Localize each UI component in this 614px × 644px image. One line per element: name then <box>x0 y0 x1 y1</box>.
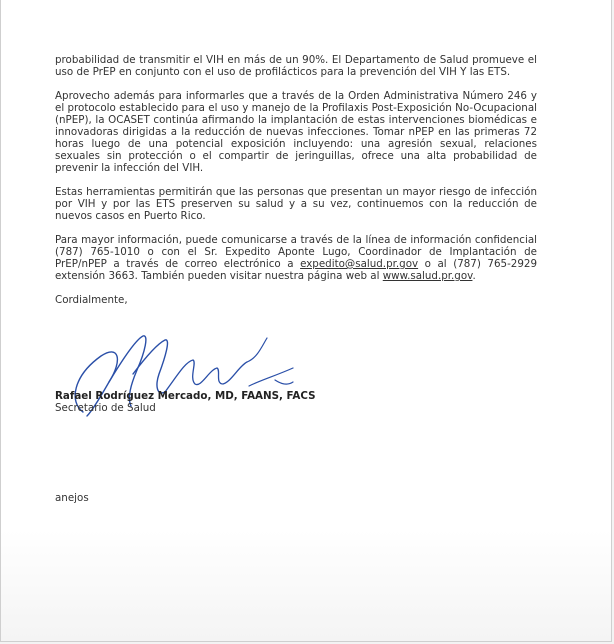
signature-block <box>55 318 537 422</box>
closing-text: Cordialmente, <box>55 294 128 306</box>
paragraph-link[interactable]: www.salud.pr.gov <box>382 270 473 282</box>
paragraph-text: o al (787) 765-2929 extensión 3663. También pueden visitar nuestra página web al <box>55 258 537 282</box>
page-bottom-shade <box>1 530 611 642</box>
paragraph-link[interactable]: expedito@salud.pr.gov <box>300 258 419 270</box>
enclosures-note: anejos <box>55 492 89 504</box>
paragraphs-container <box>55 54 537 282</box>
paragraph-text: Para mayor información, puede comunicarse a través de la línea de información confidencial (787) 765-1010 o con el Sr. Expedito Aponte Lugo, Coordinador de Implantación de PrEP/nPEP a través de correo electrónico a <box>55 234 537 270</box>
letter-paragraph <box>55 54 537 78</box>
letter-paragraph <box>55 90 537 174</box>
signer-name: Rafael Rodríguez Mercado, MD, FAANS, FACS <box>55 390 316 402</box>
signer-title: Secretario de Salud <box>55 402 156 414</box>
letter-body <box>55 54 537 422</box>
paragraph-text: Aprovecho además para informarles que a través de la Orden Administrativa Número 246 y el protocolo establecido para el uso y manejo de la Profilaxis Post-Exposición No-Ocupacional (nPEP), la OCASET continúa afirmando la implantación de estas intervenciones biomédicas e innovadoras dirigidas a la reducción de nuevas infecciones. Tomar nPEP en las primeras 72 horas luego de una potencial exposición incluyendo: una agresión sexual, relaciones sexuales sin protección o el compartir de jeringuillas, ofrece una alta probabilidad de prevenir la infección del VIH. <box>55 90 537 174</box>
letter-paragraph <box>55 186 537 222</box>
paragraph-text: Estas herramientas permitirán que las personas que presentan un mayor riesgo de infección por VIH y por las ETS preserven su salud y a su vez, continuemos con la reducción de nuevos casos en Puerto Rico. <box>55 186 537 222</box>
paragraph-text: probabilidad de transmitir el VIH en más de un 90%. El Departamento de Salud promueve el uso de PrEP en conjunto con el uso de profilácticos para la prevención del VIH Y las ETS. <box>55 54 537 78</box>
letter-paragraph <box>55 234 537 282</box>
paragraph-text: . <box>472 270 476 282</box>
